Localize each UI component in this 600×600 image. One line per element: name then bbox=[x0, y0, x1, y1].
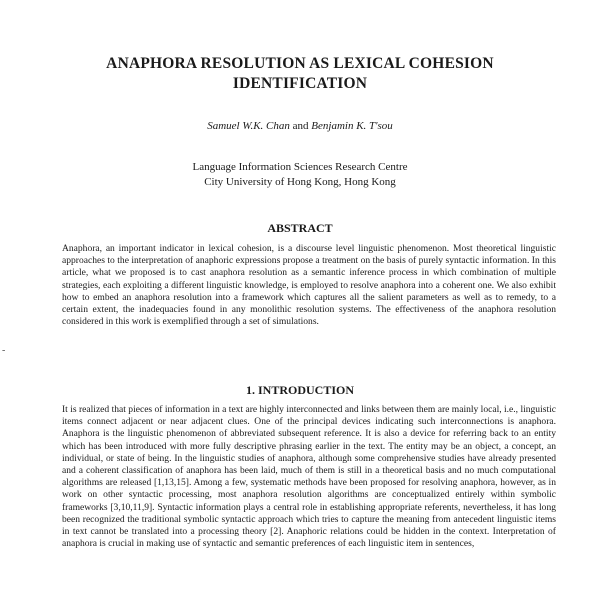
margin-mark: - bbox=[2, 345, 6, 356]
abstract-heading: ABSTRACT bbox=[267, 221, 333, 235]
author-conjunction: and bbox=[292, 120, 309, 132]
author-line bbox=[100, 120, 500, 132]
introduction-paragraph: It is realized that pieces of information in a text are highly interconnected and links between them are mainly local, i.e., linguistic items connect adjacent or near adjacent clues. One of the principal devices indicating such interconnections is anaphora. Anaphora is the linguistic phenomenon of abbreviated subsequent reference. It is also a device for referring back to an entity which has been introduced with more fully descriptive phrasing earlier in the text. The entity may be an object, a concept, an individual, or state of being. In the linguistic studies of anaphora, although some comprehensive studies have already presented and a coherent classification of anaphora has been laid, much of them is still in a theoretical basis and no much computational algorithms are released [1,13,15]. Among a few, systematic methods have been proposed for resolving anaphora, however, as in work on other syntactic processing, most anaphora resolution algorithms are conceptualized entirely within symbolic frameworks [3,10,11,9]. Syntactic information plays a central role in establishing appropriate referents, nevertheless, it has long been recognized the traditional symbolic syntactic approach which tries to capture the meaning from antecedent linguistic items in text cannot be translated into a processing theory [2]. Anaphoric relations could be hidden in the context. Interpretation of anaphora is crucial in making use of syntactic and semantic preferences of each linguistic item in sentences, bbox=[62, 404, 556, 550]
author-name: Samuel W.K. Chan bbox=[207, 120, 290, 132]
paper-title: ANAPHORA RESOLUTION AS LEXICAL COHESION IDENTIFICATION bbox=[106, 55, 494, 92]
introduction-heading: 1. INTRODUCTION bbox=[245, 383, 354, 397]
affiliation bbox=[100, 160, 500, 190]
abstract-paragraph: Anaphora, an important indicator in lexical cohesion, is a discourse level linguistic phenomenon. Most theoretical linguistic approaches to the interpretation of anaphoric expressions propose a treatment on the basis of purely syntactic information. In this article, what we proposed is to cast anaphora resolution as a semantic inference process in which combination of multiple strategies, each exploiting a different linguistic knowledge, is employed to resolve anaphora into a coherent one. We also exhibit how to embed an anaphora resolution into a framework which captures all the salient parameters as well as to remedy, to a certain extent, the inadequacies found in any monolithic resolution systems. The effectiveness of the anaphora resolution considered in this work is exemplified through a set of simulations. bbox=[62, 243, 556, 328]
abstract-body bbox=[62, 243, 556, 328]
affiliation-line: Language Information Sciences Research Centre bbox=[192, 161, 408, 173]
author-name: Benjamin K. T'sou bbox=[311, 120, 393, 132]
introduction-body bbox=[62, 404, 556, 550]
affiliation-line: City University of Hong Kong, Hong Kong bbox=[204, 176, 396, 188]
